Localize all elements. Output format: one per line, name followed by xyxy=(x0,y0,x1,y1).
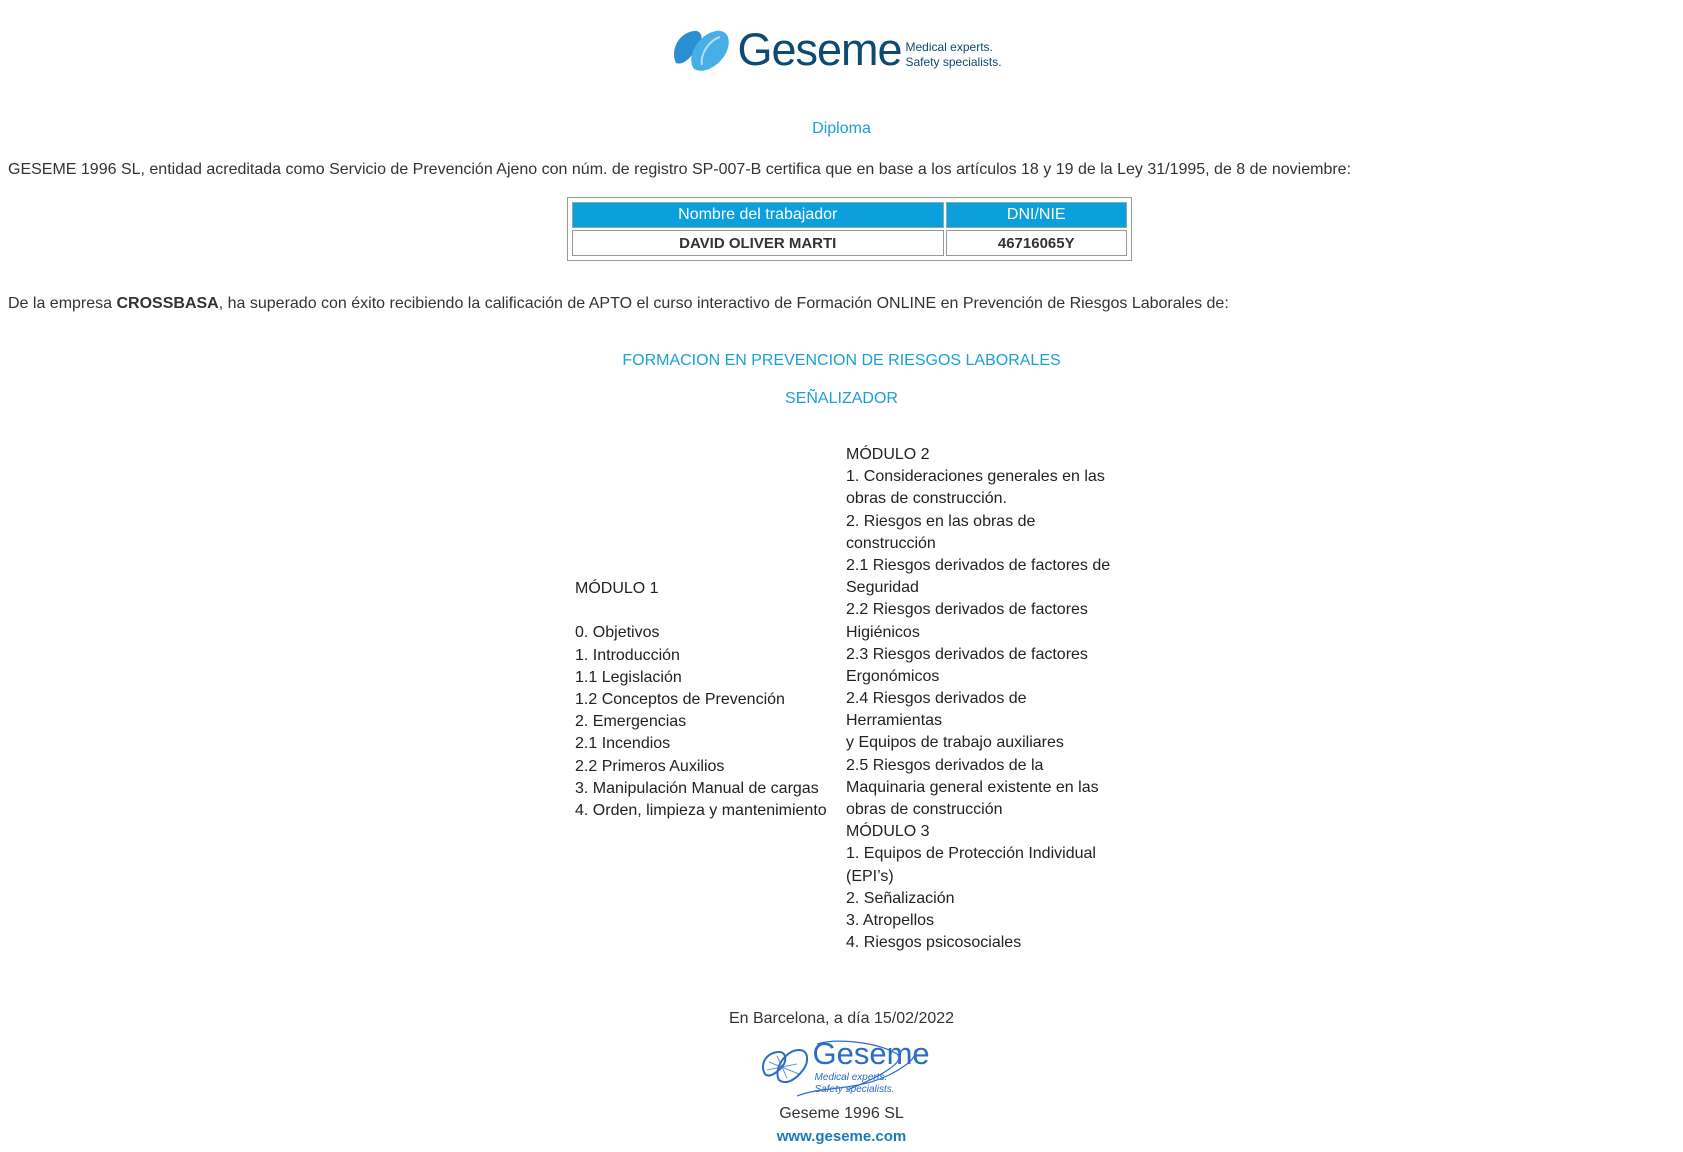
list-item: 2. Emergencias xyxy=(575,713,687,731)
list-item: y Equipos de trabajo auxiliares xyxy=(846,734,1064,752)
geseme-logo-icon xyxy=(672,29,732,73)
diploma-title: Diploma xyxy=(812,120,871,137)
company-prefix: De la empresa xyxy=(8,295,117,312)
signer-name: Geseme 1996 SL xyxy=(779,1105,904,1122)
list-item: 2.4 Riesgos derivados de xyxy=(846,690,1027,708)
list-item: 1.1 Legislación xyxy=(575,668,682,686)
list-item: 1.2 Conceptos de Prevención xyxy=(575,690,785,708)
logo-tagline-line: Medical experts. xyxy=(905,40,993,54)
list-item: MÓDULO 2 xyxy=(846,446,930,463)
list-item: 4. Orden, limpieza y mantenimiento xyxy=(575,801,827,819)
list-item: 2.5 Riesgos derivados de la xyxy=(846,756,1044,774)
logo-tagline-line: Safety specialists. xyxy=(905,55,1002,69)
header-worker-name: Nombre del trabajador xyxy=(572,202,944,228)
list-item: 1. Equipos de Protección Individual xyxy=(846,845,1096,863)
blank-line xyxy=(575,600,827,622)
list-item: 2. Señalización xyxy=(846,889,955,907)
company-name: CROSSBASA xyxy=(116,295,219,312)
list-item: 2.2 Riesgos derivados de factores xyxy=(846,601,1088,619)
stamp-tagline xyxy=(815,1072,895,1096)
list-item: 1. Introducción xyxy=(575,646,680,664)
list-item: 1. Consideraciones generales en las xyxy=(846,468,1105,486)
stamp-tagline-line: Safety specialists. xyxy=(814,1084,895,1095)
module-1-title: MÓDULO 1 xyxy=(575,580,659,597)
list-item: 4. Riesgos psicosociales xyxy=(846,934,1022,952)
logo-wordmark: Geseme xyxy=(737,24,902,75)
company-paragraph xyxy=(8,295,1229,313)
list-item: 2.1 Incendios xyxy=(575,735,671,753)
list-item: 3. Manipulación Manual de cargas xyxy=(575,779,819,797)
logo-tagline xyxy=(906,40,1002,70)
stamp-wordmark: Geseme xyxy=(812,1036,930,1071)
list-item: 2. Riesgos en las obras de xyxy=(846,512,1036,530)
list-item: obras de construcción. xyxy=(846,490,1007,508)
list-item: 2.2 Primeros Auxilios xyxy=(575,757,725,775)
list-item: Maquinaria general existente en las xyxy=(846,778,1099,796)
worker-name: DAVID OLIVER MARTI xyxy=(572,230,944,256)
list-item: obras de construcción xyxy=(846,801,1003,818)
geseme-logo xyxy=(0,24,1683,78)
list-item: 3. Atropellos xyxy=(846,911,935,929)
place-date: En Barcelona, a día 15/02/2022 xyxy=(728,1010,955,1027)
stamp-tagline-line: Medical experts. xyxy=(814,1072,888,1083)
worker-dni: 46716065Y xyxy=(946,230,1128,256)
list-item: construcción xyxy=(846,534,936,552)
list-item: 2.1 Riesgos derivados de factores de xyxy=(846,556,1111,574)
list-item: Ergonómicos xyxy=(846,667,940,685)
header-dni: DNI/NIE xyxy=(946,202,1128,228)
worker-table xyxy=(567,197,1132,261)
company-stamp xyxy=(0,1034,1683,1104)
course-title: FORMACION EN PREVENCION DE RIESGOS LABORALES xyxy=(622,352,1061,369)
list-item: 2.3 Riesgos derivados de factores xyxy=(846,645,1088,663)
list-item: MÓDULO 3 xyxy=(846,823,930,841)
role-title: SEÑALIZADOR xyxy=(785,390,898,407)
list-item: (EPI’s) xyxy=(846,867,894,885)
website-link[interactable]: www.geseme.com xyxy=(776,1128,907,1145)
intro-paragraph: GESEME 1996 SL, entidad acreditada como Servicio de Prevención Ajeno con núm. de registro SP-007-B certifica que en base a los artículos 18 y 19 de la Ley 31/1995, de 8 de noviembre: xyxy=(8,161,1352,178)
module-2-3-list xyxy=(846,444,1110,954)
module-1-list xyxy=(575,578,827,822)
list-item: 0. Objetivos xyxy=(575,624,660,642)
list-item: Herramientas xyxy=(846,712,943,730)
list-item: Higiénicos xyxy=(846,623,920,641)
list-item: Seguridad xyxy=(846,579,919,597)
company-suffix: , ha superado con éxito recibiendo la calificación de APTO el curso interactivo de Formación ONLINE en Prevención de Riesgos Laborales de: xyxy=(218,295,1229,312)
